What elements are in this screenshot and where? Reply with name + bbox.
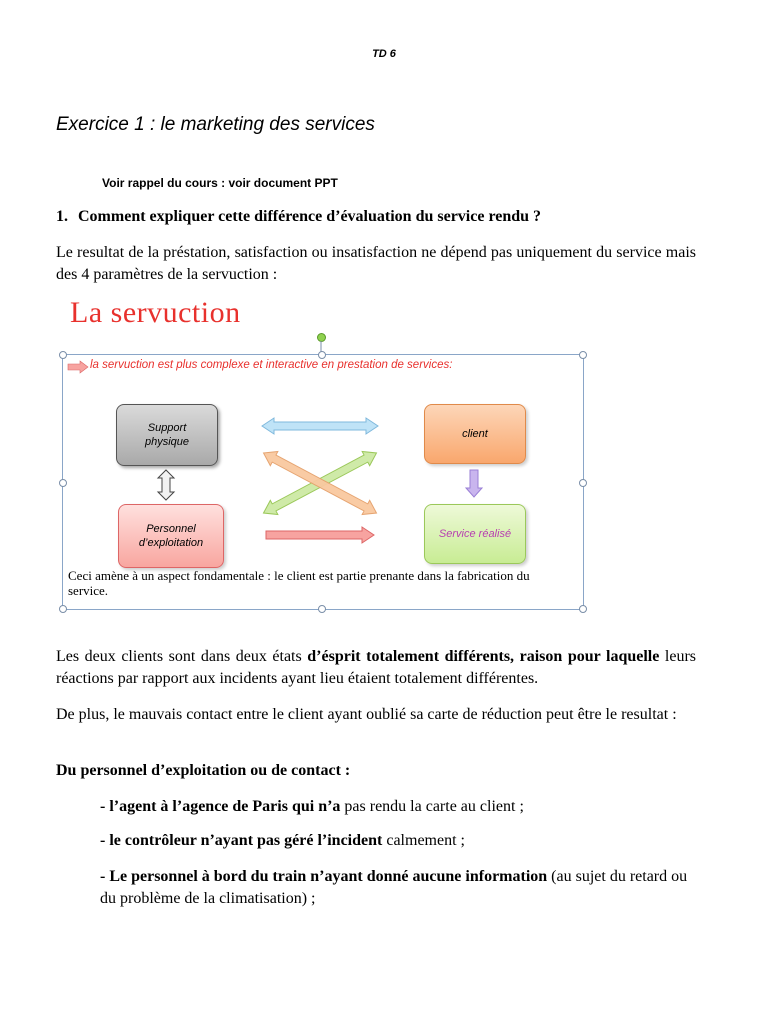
page-header-tag: TD 6 bbox=[372, 48, 396, 60]
resize-handle-bottom-center[interactable] bbox=[318, 605, 326, 613]
course-reference-note: Voir rappel du cours : voir document PPT bbox=[102, 176, 338, 190]
bullet-bold: - Le personnel à bord du train n’ayant donné aucune information bbox=[100, 868, 548, 885]
resize-handle-top-left[interactable] bbox=[59, 351, 67, 359]
diagram-title: La servuction bbox=[70, 296, 241, 329]
box-service-realise bbox=[424, 504, 526, 564]
paragraph-clients-states bbox=[56, 646, 696, 690]
subheading-personnel: Du personnel d’exploitation ou de contact : bbox=[56, 762, 351, 779]
box-client bbox=[424, 404, 526, 464]
box-client-label: client bbox=[462, 428, 488, 440]
question-number: 1. bbox=[56, 208, 68, 225]
paragraph-mauvais-contact: De plus, le mauvais contact entre le client ayant oublié sa carte de réduction peut être le resultat : bbox=[56, 706, 677, 723]
bullet-rest: calmement ; bbox=[382, 832, 465, 849]
rotate-handle[interactable] bbox=[317, 333, 326, 342]
resize-handle-middle-right[interactable] bbox=[579, 479, 587, 487]
box-support-physique bbox=[116, 404, 218, 466]
resize-handle-middle-left[interactable] bbox=[59, 479, 67, 487]
bullet-item bbox=[100, 830, 700, 852]
resize-handle-bottom-right[interactable] bbox=[579, 605, 587, 613]
resize-handle-bottom-left[interactable] bbox=[59, 605, 67, 613]
box-service-label: Service réalisé bbox=[438, 528, 512, 540]
paragraph2-bold: d’ésprit totalement différents, raison pour laquelle bbox=[307, 648, 660, 665]
diagram-caption: Ceci amène à un aspect fondamentale : le client est partie prenante dans la fabrication du service. bbox=[68, 568, 530, 598]
bullet-bold: - le contrôleur n’ayant pas géré l’incident bbox=[100, 832, 383, 849]
paragraph2-part2: leurs réactions par rapport aux incidents ayant lieu étaient totalement différentes. bbox=[56, 648, 697, 687]
paragraph2-part1: Les deux clients sont dans deux états bbox=[56, 648, 308, 665]
question-heading bbox=[56, 208, 541, 226]
box-personnel-label: Personnel d’exploitation bbox=[138, 523, 204, 549]
bullet-rest: (au sujet du retard ou du problème de la climatisation) ; bbox=[100, 868, 688, 907]
bullet-bold: - l’agent à l’agence de Paris qui n’a bbox=[100, 798, 341, 815]
bullet-rest: pas rendu la carte au client ; bbox=[340, 798, 524, 815]
bullet-item bbox=[100, 796, 700, 818]
bullet-item bbox=[100, 866, 700, 910]
box-personnel-exploitation bbox=[118, 504, 224, 568]
exercise-title: Exercice 1 : le marketing des services bbox=[56, 114, 375, 135]
diagram-banner-text: la servuction est plus complexe et interactive en prestation de services: bbox=[90, 359, 453, 371]
intro-paragraph: Le resultat de la préstation, satisfaction ou insatisfaction ne dépend pas uniquement du service mais des 4 paramètres de la servuction : bbox=[56, 244, 696, 283]
resize-handle-top-right[interactable] bbox=[579, 351, 587, 359]
resize-handle-top-center[interactable] bbox=[318, 351, 326, 359]
question-text: Comment expliquer cette différence d’évaluation du service rendu ? bbox=[78, 208, 542, 225]
box-support-label: Support physique bbox=[144, 422, 190, 448]
